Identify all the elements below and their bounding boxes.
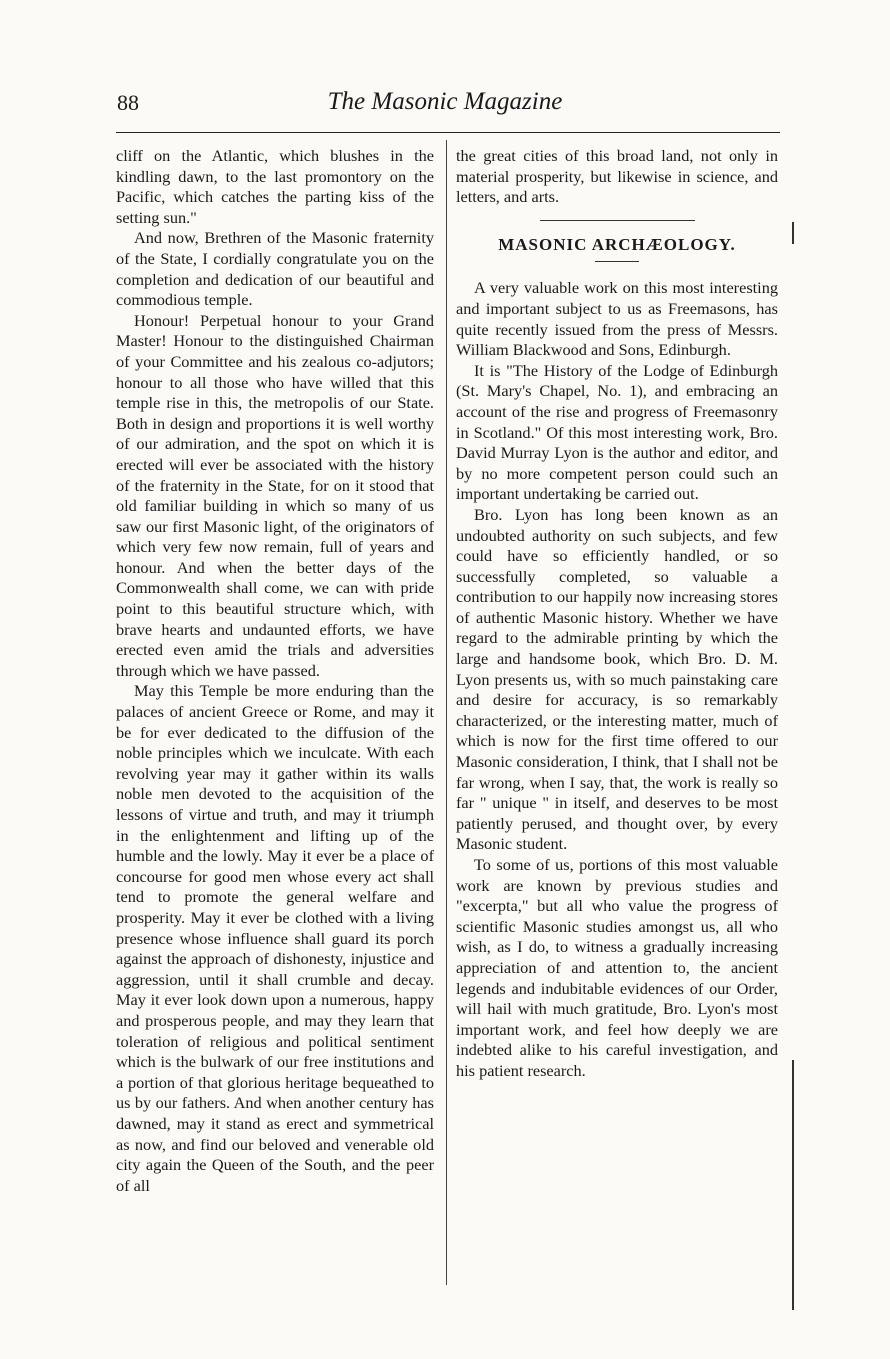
paragraph: cliff on the Atlantic, which blushes in the kindling dawn, to the last promontory on the Pacific, which catches the parting kiss of the setting sun." xyxy=(116,146,434,227)
margin-mark xyxy=(792,222,794,244)
paragraph: It is "The History of the Lodge of Edinburgh (St. Mary's Chapel, No. 1), and embracing an account of the rise and progress of Freemasonry in Scotland." Of this most interesting work, Bro. David Murray Lyon is the author and editor, and by no more competent person could such an important undertaking be carried out. xyxy=(456,360,778,504)
margin-mark xyxy=(792,1060,794,1310)
column-divider xyxy=(446,140,447,1285)
section-rule xyxy=(540,220,695,221)
paragraph: Bro. Lyon has long been known as an undoubted authority on such subjects, and few could have so efficiently handled, or so successfully completed, so valuable a contribution to our happily now increasing stores of authentic Masonic history. Whether we have regard to the admirable printing by which the large and handsome book, which Bro. D. M. Lyon presents us, with so much painstaking care and desire for accuracy, is so remarkably characterized, or the interesting matter, much of which is now for the first time offered to our Masonic consideration, I think, that I shall not be far wrong, when I say, that, the work is really so far " unique " in itself, and deserves to be most patiently perused, and thought over, by every Masonic student. xyxy=(456,504,778,854)
paragraph: And now, Brethren of the Masonic fraternity of the State, I cordially congratulate you on the completion and dedication of our beautiful and commodious temple. xyxy=(116,228,434,310)
paragraph: the great cities of this broad land, not only in material prosperity, but likewise in science, and letters, and arts. xyxy=(456,146,778,207)
paragraph: Honour! Perpetual honour to your Grand Master! Honour to the distinguished Chairman of your Committee and his zealous co-adjutors; honour to all those who have willed that this temple rise in this, the metropolis of our State. Both in design and proportions it is well worthy of our admiration, and the spot on which it is erected will ever be associated with the history of the fraternity in the State, for on it stood that old familiar building in which so many of us saw our first Masonic light, of the originators of which very few now remain, full of years and honour. And when the better days of the Commonwealth shall come, we can with pride point to this beautiful structure which, with brave hearts and undaunted efforts, we have erected even amid the trials and adversities through which we have passed. xyxy=(116,310,434,680)
running-title: The Masonic Magazine xyxy=(327,88,563,115)
page-number: 88 xyxy=(117,90,139,115)
header-rule xyxy=(116,132,780,133)
section-heading: MASONIC ARCHÆOLOGY. xyxy=(498,234,736,254)
paragraph: A very valuable work on this most interesting and important subject to us as Freemasons, has quite recently issued from the press of Messrs. William Blackwood and Sons, Edinburgh. xyxy=(456,278,778,360)
paragraph: May this Temple be more enduring than the palaces of ancient Greece or Rome, and may it be for ever dedicated to the diffusion of the noble principles which we inculcate. With each revolving year may it gather within its walls noble men devoted to the acquisition of the lessons of virtue and truth, and may it triumph in the enlightenment and lifting up of the humble and the lowly. May it ever be a place of concourse for good men whose every act shall tend to promote the general welfare and prosperity. May it ever be clothed with a living presence whose influence shall guard its porch against the approach of dishonesty, injustice and aggression, until it shall crumble and decay. May it ever look down upon a numerous, happy and prosperous people, and may they learn that toleration of religious and political sentiment which is the bulwark of our free institutions and a portion of that glorious heritage bequeathed to us by our fathers. And when another century has dawned, may it stand as erect and symmetrical as now, and find our beloved and venerable old city again the Queen of the South, and the peer of all xyxy=(116,681,434,1195)
left-column xyxy=(116,146,434,1196)
heading-rule xyxy=(595,261,639,262)
page-header xyxy=(110,86,780,122)
paragraph: To some of us, portions of this most valuable work are known by previous studies and "excerpta," but all who value the progress of scientific Masonic studies amongst us, all who wish, as I do, to witness a gradually increasing appreciation of and attention to, the ancient legends and indubitable evidences of our Order, will hail with much gratitude, Bro. Lyon's most important work, and feel how deeply we are indebted alike to his careful investigation, and his patient research. xyxy=(456,855,778,1080)
right-column xyxy=(456,146,778,1082)
